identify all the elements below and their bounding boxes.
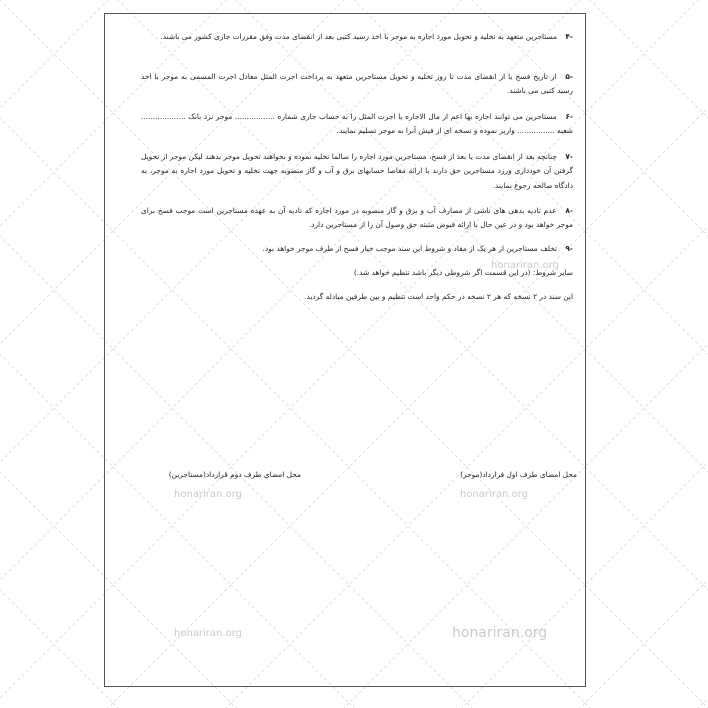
signature-first-party: محل امضای طرف اول قرارداد(موجر) — [460, 470, 577, 479]
clause-text: از تاریخ فسخ یا از انقضای مدت تا روز تخلیه و تحویل مستاجرین متعهد به پرداخت اجرت المثل معادل اجرت المسمی به موجر با اخذ رسید کتبی می باشند. — [141, 72, 573, 96]
watermark: honariran.org — [174, 628, 242, 639]
clause-text: مستاجرین متعهد به تخلیه و تحویل مورد اجاره به موجر با اخذ رسید کتبی بعد از انقضای مدت وفق مقررات جاری کشور می باشند. — [160, 32, 558, 41]
clause-7 — [141, 150, 573, 193]
watermark: honariran.org — [174, 489, 242, 500]
clause-4 — [141, 30, 573, 44]
watermark: honariran.org — [491, 260, 559, 271]
other-terms: سایر شروط: (در این قسمت اگر شروطی دیگر باشد تنظیم خواهد شد.) — [353, 268, 573, 277]
clause-5 — [141, 70, 573, 99]
clause-number: -۸ — [565, 206, 573, 215]
clause-text: تخلف مستاجرین از هر یک از مفاد و شروط این سند موجب خیار فسخ از طرف موجر خواهد بود. — [262, 244, 558, 253]
clause-number: -۴ — [565, 32, 573, 41]
signature-second-party: محل امضای طرف دوم قرارداد(مستاجرین) — [168, 470, 301, 479]
copies-statement: این سند در ۲ نسخه که هر ۲ نسخه در حکم واحد است تنظیم و بین طرفین مبادله گردید. — [304, 292, 573, 301]
clause-number: -۷ — [565, 152, 573, 161]
document-page — [104, 13, 586, 687]
watermark: honariran.org — [452, 625, 548, 641]
clause-6 — [141, 110, 573, 139]
clause-text: مستاجرین می توانند اجاره بها اعم از مال الاجاره یا اجرت المثل را به حساب جاری شماره ................. موجر نزد بانک ................... شعبه ................ واریز نموده و نسخه ای از فیش آنرا به موجر تسلیم نمایند. — [141, 112, 573, 136]
clause-number: -۶ — [565, 112, 573, 121]
document-content — [105, 14, 587, 688]
clause-number: -۵ — [565, 72, 573, 81]
clause-number: -۹ — [565, 244, 573, 253]
watermark: honariran.org — [460, 489, 528, 500]
clause-text: چنانچه بعد از انقضای مدت یا بعد از فسخ، مستاجرین مورد اجاره را سالما تخلیه نموده و بخواهند تحویل موجر بدهند لیکن موجر از تحویل گرفتن آن خودداری ورزد مستاجرین حق دارند با ارائه مفاصا حسابهای برق و آب و گاز منصوبه جهت تخلیه و تحویل مورد اجاره به موجر، به دادگاه صالحه رجوع نمایند. — [141, 152, 573, 190]
clause-text: عدم تادیه بدهی های ناشی از مصارف آب و برق و گاز منصوبه در مورد اجاره که تادیه آن به عهده مستاجرین است موجب فسخ برای موجر خواهد بود و در عین حال با ارائه قبوض مثبته حق وصول آن را از مستاجرین دارد. — [141, 206, 573, 230]
clause-9 — [141, 242, 573, 256]
clause-8 — [141, 204, 573, 233]
